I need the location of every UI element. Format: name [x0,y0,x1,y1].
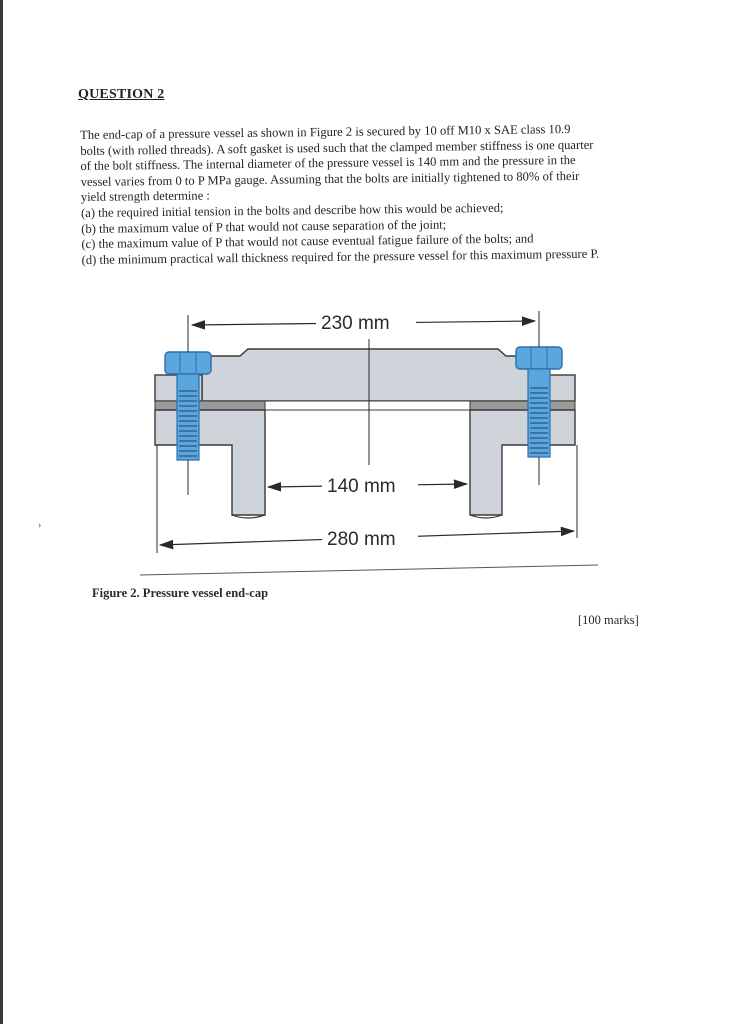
vessel-break-line [232,515,502,518]
gasket-left [155,401,265,410]
figure-pressure-vessel [140,295,610,585]
gasket-right [470,401,575,410]
question-part-d: (d) the minimum practical wall thickness required for the pressure vessel for this maximum pressure P. [81,246,600,267]
question-title: QUESTION 2 [78,87,165,102]
intro-line-5: yield strength determine : [80,188,210,205]
dim-label-230: 230 mm [321,313,390,334]
figure-drawing [140,295,610,585]
stray-mark: › [38,520,42,531]
question-body [80,121,642,268]
end-cap-plate [202,349,538,401]
intro-line-4: vessel varies from 0 to P MPa gauge. Assuming that the bolts are initially tightened to 80% of their [80,168,580,189]
vessel-wall-right [470,410,575,515]
gasket-gap [265,401,470,410]
dim-label-140: 140 mm [327,476,396,497]
question-part-a: (a) the required initial tension in the bolts and describe how this would be achieved; [80,200,504,220]
intro-line-2: bolts (with rolled threads). A soft gasket is used such that the clamped member stiffness is one quarter [80,137,594,158]
question-part-b: (b) the maximum value of P that would not cause separation of the joint; [81,217,447,236]
dim-label-280: 280 mm [327,529,396,550]
intro-line-1: The end-cap of a pressure vessel as shown in Figure 2 is secured by 10 off M10 x SAE class 10.9 [80,122,571,142]
question-part-c: (c) the maximum value of P that would not cause eventual fatigue failure of the bolts; and [81,231,534,252]
caption-rule [140,565,598,575]
vessel-wall-left [155,410,265,515]
question-intro [80,121,641,206]
intro-line-3: of the bolt stiffness. The internal diameter of the pressure vessel is 140 mm and the pressure in the [80,153,576,174]
marks-total: [100 marks] [578,613,639,627]
figure-caption: Figure 2. Pressure vessel end-cap [92,586,269,600]
